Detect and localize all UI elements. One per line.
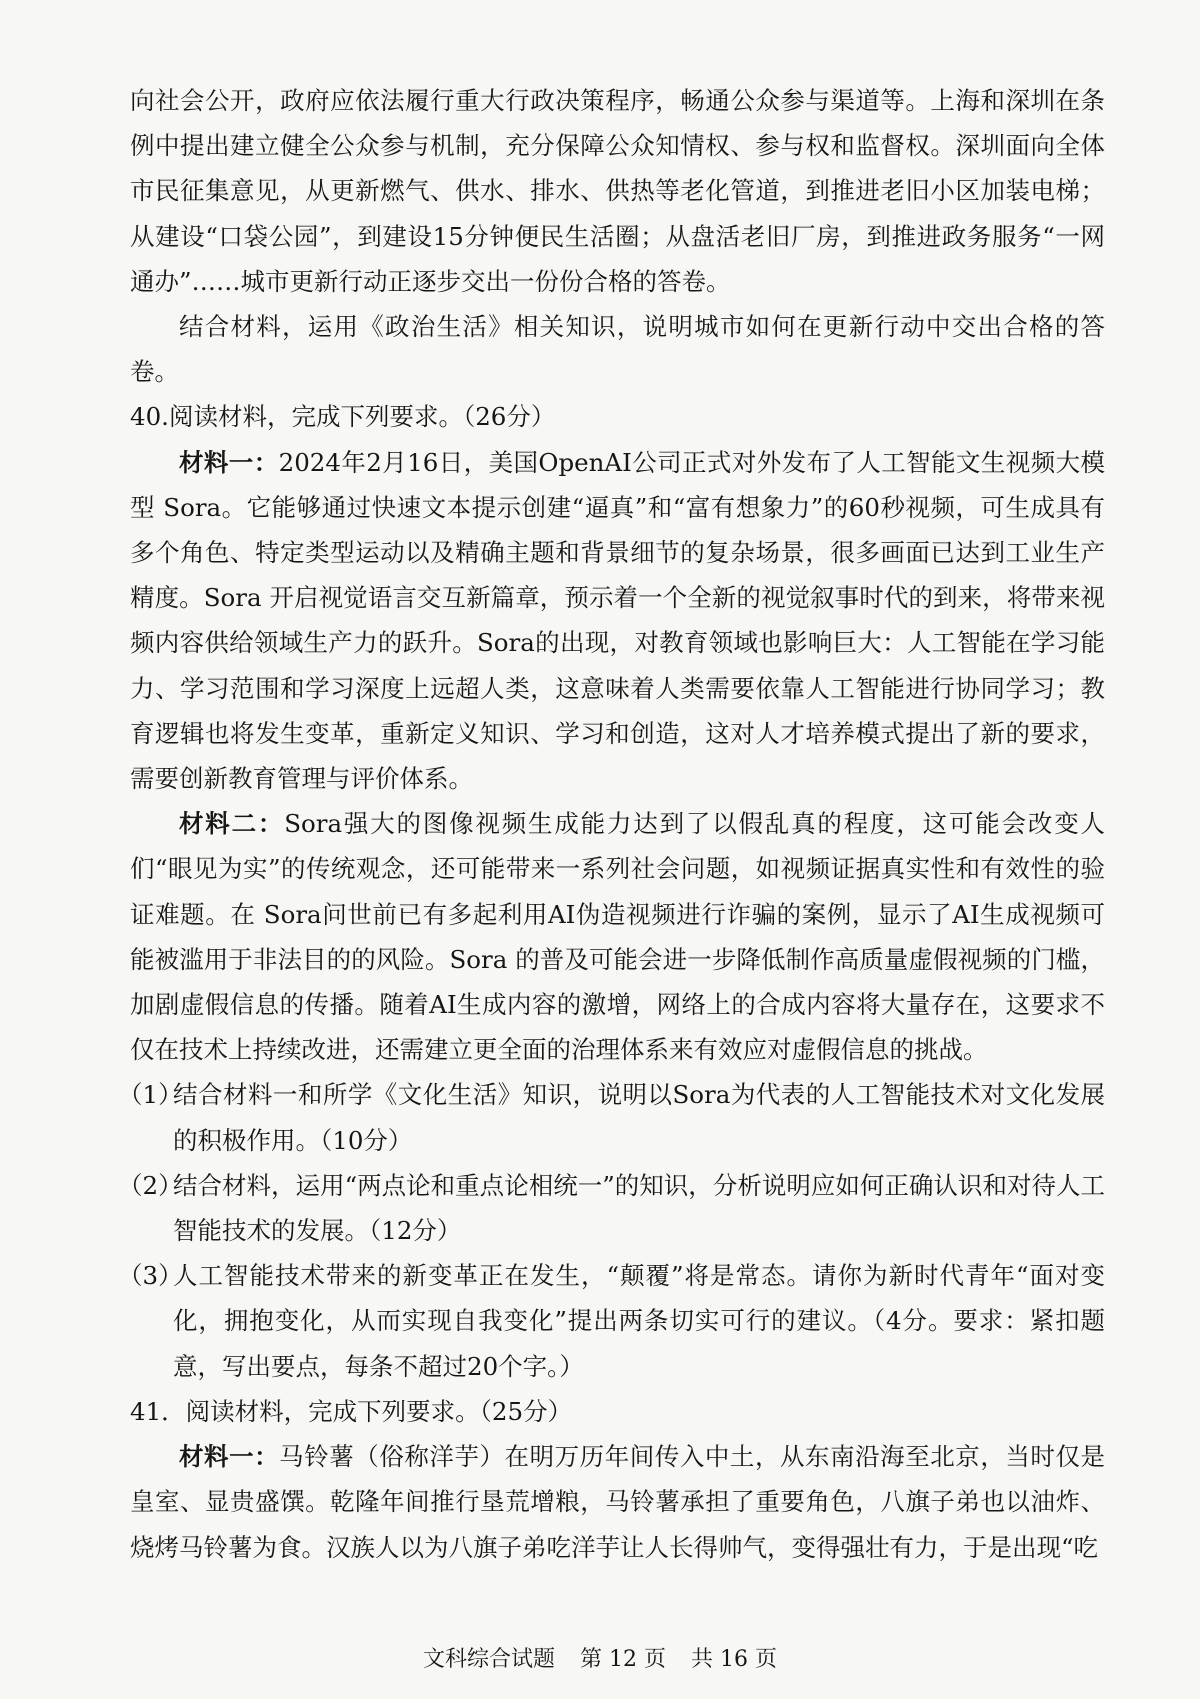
q41-material-1-text: 马铃薯（俗称洋芋）在明万历年间传入中土，从东南沿海至北京，当时仅是皇室、显贵盛馔。乾隆年间推行垦荒增粮，马铃薯承担了重要角色，八旗子弟也以油炸、烧烤马铃薯为食。汉族人以为八旗子弟吃洋芋让人长得帅气，变得强壮有力，于是出现“吃 xyxy=(130,1442,1106,1562)
sub-question-text: 结合材料一和所学《文化生活》知识，说明以Sora为代表的人工智能技术对文化发展的积极作用。（10分） xyxy=(173,1080,1105,1155)
q40-material-1-label: 材料一： xyxy=(179,447,279,477)
footer-total-pages: 共 16 页 xyxy=(691,1647,777,1672)
sub-question-text: 人工智能技术带来的新变革正在发生，“颠覆”将是常态。请你为新时代青年“面对变化，拥抱变化，从而实现自我变化”提出两条切实可行的建议。（4分。要求：紧扣题意，写出要点，每条不超过20个字。） xyxy=(173,1261,1105,1381)
q40-material-1 xyxy=(130,440,1105,802)
footer-page-number: 第 12 页 xyxy=(580,1647,666,1672)
q40-material-2-label: 材料二： xyxy=(179,809,285,839)
q41-material-1-label: 材料一： xyxy=(179,1442,280,1472)
q40-sub-question-1 xyxy=(118,1072,1105,1162)
q40-sub-question-3 xyxy=(118,1253,1105,1389)
q41-material-1 xyxy=(130,1434,1105,1570)
sub-question-text: 结合材料，运用“两点论和重点论相统一”的知识，分析说明应如何正确认识和对待人工智能技术的发展。（12分） xyxy=(173,1170,1105,1246)
page-footer xyxy=(0,1642,1200,1673)
footer-title: 文科综合试题 xyxy=(423,1647,556,1672)
q40-material-2-text: Sora强大的图像视频生成能力达到了以假乱真的程度，这可能会改变人们“眼见为实”的传统观念，还可能带来一系列社会问题，如视频证据真实性和有效性的验证难题。在 Sora问世前已有多起利用AI伪造视频进行诈骗的案例，显示了AI生成视频可能被滥用于非法目的的风险。Sora 的普及可能会进一步降低制作高质量虚假视频的门槛，加剧虚假信息的传播。随着AI生成内容的激增，网络上的合成内容将大量存在，这要求不仅在技术上持续改进，还需建立更全面的治理体系来有效应对虚假信息的挑战。 xyxy=(130,809,1105,1065)
exam-page-content xyxy=(118,78,1106,1570)
sub-question-number: （3） xyxy=(118,1261,183,1291)
q41-heading: 41．阅读材料，完成下列要求。（25分） xyxy=(130,1396,573,1426)
sub-question-number: （1） xyxy=(118,1080,183,1110)
q40-sub-question-2 xyxy=(118,1163,1105,1253)
q40-material-2 xyxy=(130,801,1105,1072)
continuation-paragraph: 向社会公开，政府应依法履行重大行政决策程序，畅通公众参与渠道等。上海和深圳在条例中提出建立健全公众参与机制，充分保障公众知情权、参与权和监督权。深圳面向全体市民征集意见，从更新燃气、供水、排水、供热等老化管道，到推进老旧小区加装电梯；从建设“口袋公园”，到建设15分钟便民生活圈；从盘活老旧厂房，到推进政务服务“一网通办”……城市更新行动正逐步交出一份份合格的答卷。 xyxy=(130,86,1105,296)
q39-task: 结合材料，运用《政治生活》相关知识，说明城市如何在更新行动中交出合格的答卷。 xyxy=(130,312,1105,387)
q40-heading: 40.阅读材料，完成下列要求。（26分） xyxy=(130,402,556,432)
q40-material-1-text: 2024年2月16日，美国OpenAI公司正式对外发布了人工智能文生视频大模型 Sora。它能够通过快速文本提示创建“逼真”和“富有想象力”的60秒视频，可生成具有多个角色、特定类型运动以及精确主题和背景细节的复杂场景，很多画面已达到工业生产精度。Sora 开启视觉语言交互新篇章，预示着一个全新的视觉叙事时代的到来，将带来视频内容供给领域生产力的跃升。Sora的出现，对教育领域也影响巨大：人工智能在学习能力、学习范围和学习深度上远超人类，这意味着人类需要依靠人工智能进行协同学习；教育逻辑也将发生变革，重新定义知识、学习和创造，这对人才培养模式提出了新的要求，需要创新教育管理与评价体系。 xyxy=(130,447,1106,794)
sub-question-number: （2） xyxy=(118,1170,183,1200)
